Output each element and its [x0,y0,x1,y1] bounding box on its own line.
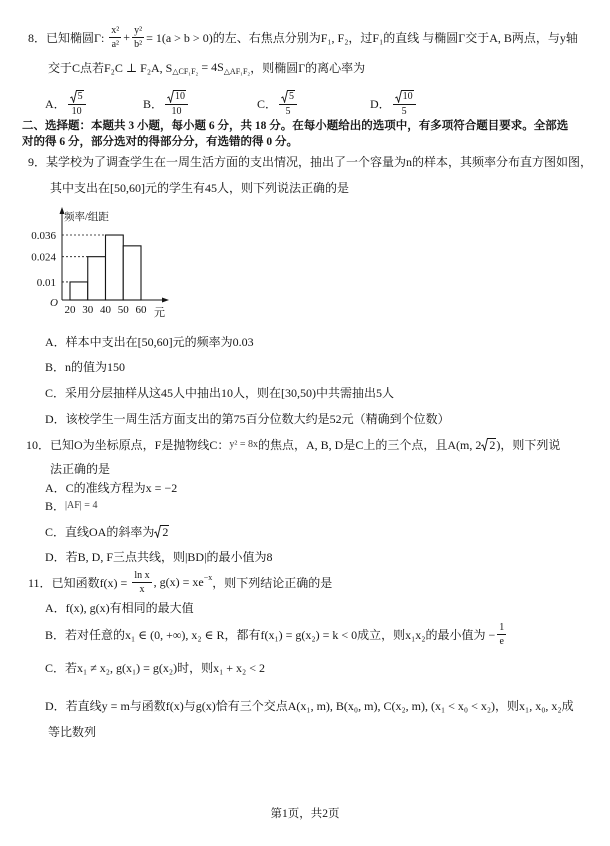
x-axis-arrow-icon [162,298,169,303]
square-root [281,90,295,103]
y-tick-label: 0.024 [31,251,56,264]
question-text: 某学校为了调查学生在一周生活方面的支出情况，抽出了一个容量为n的样本，其频率分布直方图如图， [46,154,593,169]
histogram-bar [88,257,106,300]
radicand: 5 [77,90,83,102]
square-root [167,90,186,103]
area-subscript: △AF₁F₂ [223,66,251,76]
radical-sign-icon [281,90,288,103]
q11-option-d-continued: 等比数列 [48,724,97,739]
option-text: |AF| = 4 [65,499,98,511]
question-text: 已知椭圆Γ: [46,30,108,45]
origin-label: O [50,297,58,309]
radicand: 10 [175,90,186,102]
fraction-numerator: y² [134,24,143,36]
q9-option-a [45,329,254,353]
fraction-denominator: 10 [171,105,182,117]
square-root [154,525,169,538]
x-tick-label: 60 [135,304,147,316]
fraction-denominator: 10 [71,105,82,117]
section-heading-line-2: 对的得 6 分，部分选对的得部分分，有选错的得 0 分。 [22,136,298,148]
frequency-histogram [20,205,180,320]
option-text: 若对任意的x₁ ∈ (0, +∞), x₂ ∈ R，都有f(x₁) = g(x₂) = k < 0成立，则x₁x₂的最小值为 − [65,627,496,642]
fraction-denominator: 5 [285,105,291,117]
option-label: B． [143,96,164,111]
y-tick-label: 0.01 [36,276,56,289]
fraction-denominator: b² [134,38,143,50]
fraction-numerator [393,90,416,105]
q11-option-c [45,655,265,679]
fraction-numerator: x² [111,24,120,36]
q10-line-1 [26,432,560,456]
q10-option-d [45,544,273,568]
fraction-denominator: e [499,635,504,647]
radical-sign-icon [395,90,402,103]
q11-option-a [45,595,194,619]
question-text: ，则下列结论正确的是 [212,575,333,590]
radicand: 5 [289,90,295,102]
area-subscript: △CF₁F₂ [172,66,199,76]
fraction-denominator: a² [111,38,120,50]
option-text: 采用分层抽样从这45人中抽出10人，则在[30,50)中共需抽出5人 [65,385,395,400]
fraction-numerator [279,90,297,105]
option-label: A． [45,480,66,495]
y-tick-labels [31,230,56,289]
question-number: 10． [26,437,51,452]
option-text: C的准线方程为x = −2 [65,480,178,495]
fraction-y-over-b [132,25,144,50]
parabola-equation: y² = 8x [229,438,259,450]
option-label: C． [45,660,66,675]
fraction-one-over-e [497,622,506,647]
option-label: B． [45,498,66,513]
square-root [70,90,84,103]
fraction-denominator: 5 [401,105,407,117]
x-tick-label: 30 [82,304,94,316]
question-number: 8． [28,30,47,45]
radical-sign-icon [167,90,174,103]
fraction-ln-x-over-x [132,570,151,595]
question-text: = 4S [198,59,224,74]
fraction-denominator: x [139,583,145,595]
q9-line-2: 其中支出在[50,60]元的学生有45人，则下列说法正确的是 [50,180,349,195]
option-text: n的值为150 [65,359,126,374]
option-label: A． [45,334,66,349]
fraction-numerator: 1 [499,621,505,633]
y-tick-label: 0.036 [31,230,56,243]
option-label: C． [257,96,278,111]
q10-line-2: 法正确的是 [50,461,111,476]
option-label: D． [45,411,66,426]
page-footer: 第1页，共2页 [270,808,340,820]
option-text: 若x₁ ≠ x₂, g(x₁) = g(x₂)时，则x₁ + x₂ < 2 [65,660,265,675]
q11-option-b [45,622,508,646]
radical-sign-icon [70,90,77,103]
x-tick-label: 20 [64,304,76,316]
histogram-bars [70,235,141,300]
radicand: 2 [489,437,496,452]
radicand: 2 [162,524,169,539]
question-text: 交于C点若F₂C ⊥ F₂A, S [48,60,173,75]
x-axis-label: 元 [154,307,165,319]
fraction-numerator [68,90,86,105]
fraction-numerator [165,90,188,105]
section-heading-line-1: 二、选择题：本题共 3 小题，每小题 6 分，共 18 分。在每小题给出的选项中，有多项符合题目要求。全部选 [22,120,569,132]
q9-option-b [45,354,125,378]
x-tick-labels [65,304,148,316]
option-text: f(x), g(x)有相同的最大值 [65,600,194,615]
question-text: = 1(a > b > 0)的左、右焦点分别为F₁, F₂，过F₁的直线 与椭圆Γ交于A, B两点，与y轴 [146,30,578,45]
option-text: 样本中支出在[50,60]元的频率为0.03 [65,334,254,349]
q10-option-b [45,493,97,517]
square-root [395,90,414,103]
option-label: A． [45,96,66,111]
question-number: 11． [28,575,52,590]
q10-option-c [45,519,169,543]
question-text: ，则椭圆Γ的离心率为 [250,60,366,75]
q9-line-1 [28,149,592,173]
question-text: )，则下列说 [496,437,561,452]
question-text: 已知函数f(x) = [51,575,131,590]
option-text: 该校学生一周生活方面支出的第75百分位数大约是52元（精确到个位数） [65,411,450,426]
q11-line-1 [28,570,332,594]
option-text: 若直线y = m与函数f(x)与g(x)恰有三个交点A(x₁, m), B(x₀, m), C(x₂, m), (x₁ < x₀ < x₂)，则x₁, x₀, x₂成 [65,698,574,713]
histogram-bar [70,282,88,300]
q11-option-d [45,693,574,717]
q9-option-c [45,380,394,404]
x-tick-label: 50 [117,304,129,316]
plus-sign: + [123,29,131,44]
option-text: 若B, D, F三点共线，则|BD|的最小值为8 [65,549,273,564]
question-text: , g(x) = xe [153,574,204,589]
exponent: −x [203,572,213,582]
fraction-x-over-a [109,25,121,50]
y-axis-label: 频率/组距 [64,212,109,223]
option-label: D． [45,698,66,713]
option-label: C． [45,524,66,539]
option-label: D． [45,549,66,564]
radical-sign-icon [154,525,161,538]
question-text: 的焦点，A, B, D是C上的三个点，且A(m, 2 [258,437,482,452]
question-text: 已知O为坐标原点，F是抛物线C： [50,437,230,452]
square-root [481,438,496,451]
radicand: 10 [402,90,413,102]
histogram-bar [123,246,141,300]
option-label: B． [45,627,66,642]
option-label: A． [45,600,66,615]
histogram-bar [106,235,124,300]
option-label: C． [45,385,66,400]
option-label: D． [370,96,391,111]
fraction-numerator: ln x [134,569,150,581]
question-number: 9． [28,154,47,169]
option-text: 直线OA的斜率为 [65,524,155,539]
q8-line-1 [28,25,578,49]
q9-option-d [45,406,450,430]
option-label: B． [45,359,66,374]
x-tick-label: 40 [100,304,111,316]
radical-sign-icon [481,438,488,451]
q8-line-2 [48,55,365,79]
